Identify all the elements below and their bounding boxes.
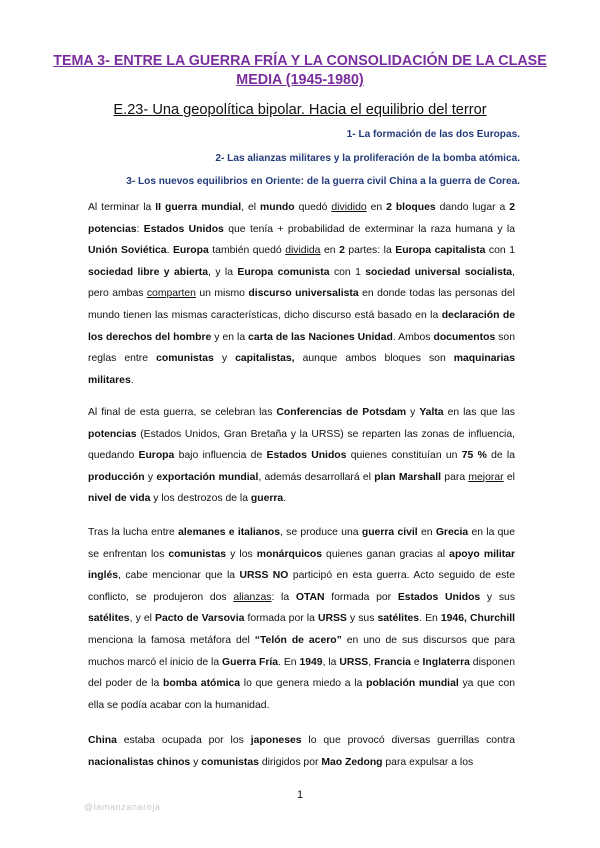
text-run: en uno de sus discursos que para muchos marcó el inicio de la bbox=[88, 634, 515, 668]
toc-item-2: 2- Las alianzas militares y la proliferación de la bomba atómica. bbox=[215, 153, 520, 164]
text-run: Francia bbox=[374, 656, 411, 668]
text-run: en bbox=[320, 245, 340, 257]
text-run: satélites bbox=[88, 613, 130, 625]
text-run: . Ambos bbox=[392, 331, 434, 343]
text-run: , además desarrollará el bbox=[258, 471, 375, 483]
text-run: lo que genera miedo a la bbox=[240, 678, 367, 690]
text-run: , se produce una bbox=[279, 527, 362, 538]
text-run: 2 bloques bbox=[386, 202, 436, 213]
text-run: y bbox=[190, 756, 202, 768]
text-run: mundo bbox=[259, 202, 295, 213]
text-run: OTAN bbox=[295, 591, 325, 603]
text-run: guerra bbox=[250, 493, 284, 505]
text-run: 1946, Churchill bbox=[440, 613, 515, 625]
text-run: Estados Unidos bbox=[397, 591, 481, 603]
text-run: plan Marshall bbox=[374, 471, 442, 483]
text-run: en la que se enfrentan los bbox=[88, 527, 515, 560]
text-run: maquinarias militares bbox=[88, 353, 515, 386]
text-run: 2 bbox=[339, 245, 345, 257]
toc-item-1: 1- La formación de las dos Europas. bbox=[346, 129, 520, 140]
text-run: disponen del poder de la bbox=[88, 656, 515, 690]
text-run: aunque ambos bloques son bbox=[294, 353, 454, 365]
text-run: Unión Soviética bbox=[88, 245, 167, 257]
watermark: @lamanzanaroja bbox=[84, 802, 161, 812]
text-run: bomba atómica bbox=[163, 678, 241, 690]
text-run: estaba ocupada por los bbox=[116, 735, 251, 746]
text-run: II guerra mundial bbox=[155, 202, 242, 213]
text-run: Al final de esta guerra, se celebran las bbox=[88, 407, 277, 418]
text-run: URSS NO bbox=[239, 570, 289, 582]
text-run: y en la bbox=[211, 331, 249, 343]
text-run: e bbox=[410, 656, 423, 668]
text-run: URSS bbox=[317, 613, 347, 625]
text-run: , la bbox=[322, 656, 340, 668]
text-run: “Telón de acero” bbox=[254, 634, 342, 646]
text-run: Al terminar la bbox=[88, 202, 156, 213]
text-run: , y la bbox=[208, 266, 238, 278]
text-run: . En bbox=[278, 656, 300, 668]
text-run: de la bbox=[486, 450, 516, 462]
body-paragraph-1 bbox=[88, 197, 515, 391]
text-run: Inglaterra bbox=[422, 656, 470, 668]
text-run: mejorar bbox=[468, 471, 504, 483]
text-run: en bbox=[366, 202, 387, 213]
text-run: : bbox=[136, 223, 144, 235]
text-run: , pero ambas bbox=[88, 266, 515, 300]
text-run: Guerra Fría bbox=[222, 656, 279, 668]
text-run: 2 potencias bbox=[88, 202, 516, 235]
text-run: japoneses bbox=[250, 735, 302, 746]
text-run: el bbox=[503, 471, 515, 483]
text-run: Conferencias de Potsdam bbox=[276, 407, 407, 418]
page-number: 1 bbox=[296, 789, 304, 801]
text-run: que tenía + probabilidad de exterminar la raza humana y la bbox=[223, 223, 515, 235]
text-run: en bbox=[417, 527, 436, 538]
text-run: dirigidos por bbox=[258, 756, 322, 768]
text-run: y los bbox=[226, 548, 257, 560]
text-run: Tras la lucha entre bbox=[88, 527, 179, 538]
text-run: Yalta bbox=[419, 407, 444, 418]
text-run: alianzas bbox=[233, 591, 272, 603]
text-run: y sus bbox=[346, 613, 378, 625]
text-run: guerra civil bbox=[361, 527, 418, 538]
text-run: comunistas bbox=[156, 353, 214, 365]
text-run: . bbox=[283, 493, 287, 505]
text-run: un mismo bbox=[195, 288, 249, 300]
text-run: exportación mundial bbox=[156, 471, 259, 483]
text-run: , bbox=[368, 656, 374, 668]
text-run: quienes ganan gracias al bbox=[322, 548, 450, 560]
text-run: . bbox=[166, 245, 173, 257]
text-run: sociedad universal socialista bbox=[365, 266, 513, 278]
text-run: monárquicos bbox=[256, 548, 322, 560]
text-run: partes: la bbox=[344, 245, 396, 257]
text-run: potencias bbox=[88, 428, 137, 440]
text-run: bajo influencia de bbox=[174, 450, 267, 462]
text-run: nivel de vida bbox=[88, 493, 151, 505]
text-run: dividido bbox=[331, 202, 367, 213]
text-run: apoyo militar inglés bbox=[88, 548, 516, 582]
text-run: : la bbox=[271, 591, 296, 603]
text-run: y sus bbox=[480, 591, 516, 603]
text-run: dando lugar a bbox=[435, 202, 510, 213]
toc-item-3: 3- Los nuevos equilibrios en Oriente: de la guerra civil China a la guerra de Corea. bbox=[126, 176, 520, 187]
text-run: lo que provocó diversas guerrillas contra bbox=[301, 735, 515, 746]
text-run: y bbox=[406, 407, 420, 418]
text-run: menciona la famosa metáfora del bbox=[88, 634, 255, 646]
text-run: Europa capitalista bbox=[395, 245, 486, 257]
document-title: TEMA 3- ENTRE LA GUERRA FRÍA Y LA CONSOLIDACIÓN DE LA CLASE MEDIA (1945-1980) bbox=[53, 53, 547, 88]
text-run: carta de las Naciones Unidad bbox=[248, 331, 393, 343]
text-run: son reglas entre bbox=[88, 331, 515, 365]
text-run: y bbox=[213, 353, 236, 365]
text-run: URSS bbox=[339, 656, 369, 668]
text-run: producción bbox=[88, 471, 145, 483]
text-run: , cabe mencionar que la bbox=[118, 570, 240, 582]
text-run: capitalistas, bbox=[235, 353, 295, 365]
text-run: Europa bbox=[138, 450, 175, 462]
text-run: con 1 bbox=[329, 266, 366, 278]
text-run: Mao Zedong bbox=[321, 756, 383, 768]
text-run: ya que con ella se podía acabar con la humanidad. bbox=[88, 678, 515, 711]
text-run: , el bbox=[241, 202, 260, 213]
text-run: Estados Unidos bbox=[143, 223, 224, 235]
text-run: . En bbox=[419, 613, 441, 625]
body-paragraph-4 bbox=[88, 730, 515, 773]
text-run: formada por bbox=[324, 591, 398, 603]
text-run: comunistas bbox=[201, 756, 259, 768]
text-run: con 1 bbox=[485, 245, 515, 257]
text-run: . bbox=[130, 374, 134, 386]
text-run: formada por la bbox=[244, 613, 318, 625]
text-run: también quedó bbox=[208, 245, 286, 257]
text-run: dividida bbox=[285, 245, 321, 257]
text-run: quienes constituían un bbox=[346, 450, 462, 462]
text-run: China bbox=[88, 735, 117, 746]
text-run: Europa comunista bbox=[237, 266, 330, 278]
text-run: nacionalistas chinos bbox=[88, 756, 191, 768]
text-run: comunistas bbox=[168, 548, 227, 560]
text-run: en donde todas las personas del mundo tienen las mismas características, dicho discurso está basado en la bbox=[88, 288, 515, 321]
text-run: 75 % bbox=[461, 450, 487, 462]
text-run: Estados Unidos bbox=[266, 450, 347, 462]
text-run: para bbox=[441, 471, 469, 483]
text-run: participó en esta guerra. Acto seguido de este conflicto, se produjeron dos bbox=[88, 570, 516, 603]
body-paragraph-2 bbox=[88, 402, 515, 510]
text-run: alemanes e italianos bbox=[178, 527, 280, 538]
text-run: población mundial bbox=[366, 678, 459, 690]
text-run: , y el bbox=[129, 613, 156, 625]
text-run: satélites bbox=[377, 613, 420, 625]
text-run: (Estados Unidos, Gran Bretaña y la URSS) se reparten las zonas de influencia, quedando bbox=[88, 428, 515, 462]
text-run: para expulsar a los bbox=[382, 756, 474, 768]
text-run: quedó bbox=[294, 202, 332, 213]
text-run: en las que las bbox=[443, 407, 515, 418]
text-run: Pacto de Varsovia bbox=[155, 613, 245, 625]
text-run: 1949 bbox=[299, 656, 323, 668]
text-run: sociedad libre y abierta bbox=[88, 266, 209, 278]
text-run: y bbox=[144, 471, 157, 483]
body-paragraph-3 bbox=[88, 522, 515, 716]
text-run: documentos bbox=[433, 331, 496, 343]
text-run: comparten bbox=[146, 288, 196, 300]
text-run: y los destrozos de la bbox=[150, 493, 251, 505]
text-run: Europa bbox=[172, 245, 209, 257]
text-run: declaración de los derechos del hombre bbox=[88, 309, 515, 343]
text-run: Grecia bbox=[435, 527, 469, 538]
section-subtitle: E.23- Una geopolítica bipolar. Hacia el equilibrio del terror bbox=[113, 102, 487, 118]
text-run: discurso universalista bbox=[248, 288, 359, 300]
